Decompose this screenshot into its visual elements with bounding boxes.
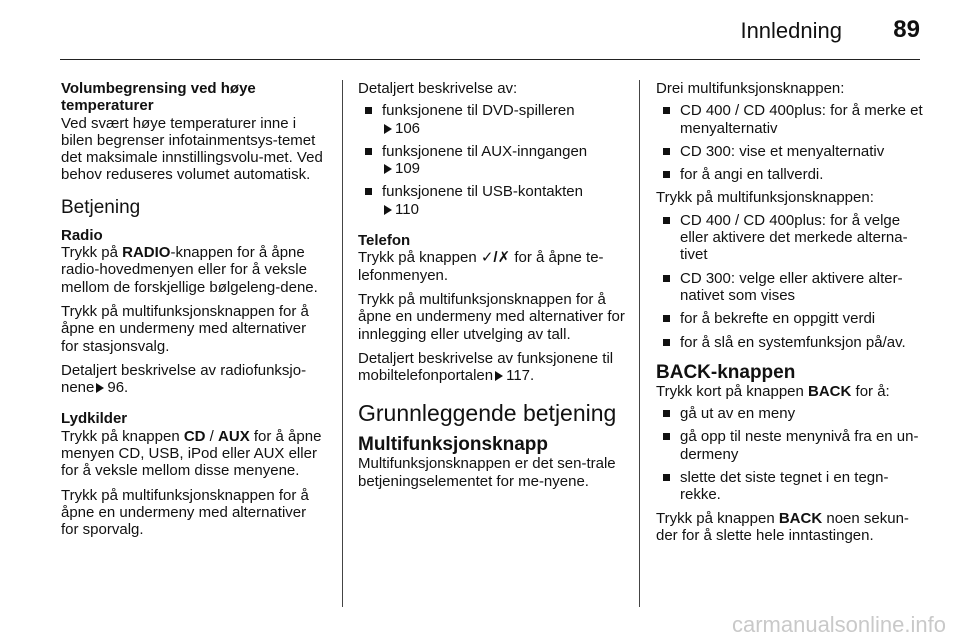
text: Trykk på [61,244,123,262]
list-item-text: CD 300: velge eller aktivere alter-nativet som vises [680,269,903,304]
text: Trykk på knappen [358,249,481,267]
text: for å åpne menyen CD, USB, iPod eller AUX eller for å veksle mellom disse menyene. [61,427,322,480]
list-item-text: CD 300: vise et menyalternativ [680,142,885,160]
page-ref: 110 [395,200,419,218]
column-3 [656,80,926,551]
volume-limit-heading: Volumbegrensing ved høye temperaturer [61,80,256,115]
bullet-icon [663,339,670,346]
watermark: carmanualsonline.info [731,612,946,637]
text: for å åpne te-lefonmenyen. [358,249,604,284]
details-list [358,102,626,218]
bullet-icon [663,107,670,114]
header-rule [60,59,920,60]
column-2 [358,80,626,497]
list-item-text: funksjonene til USB-kontakten [382,183,583,201]
audio-sources-paragraph [61,428,326,480]
bullet-icon [365,107,372,114]
bullet-icon [663,410,670,417]
bullet-icon [663,474,670,481]
list-item [365,143,626,178]
list-item [663,334,926,351]
list-item [663,469,926,504]
list-item-text: gå opp til neste menynivå fra en un-dermeny [680,428,919,463]
rotate-list [656,102,926,183]
back-key: BACK [778,509,823,527]
list-item-text: funksjonene til AUX-inngangen [382,142,588,160]
bullet-icon [663,433,670,440]
page-ref: 117. [506,367,535,385]
text: Detaljert beskrivelse av radiofunksjo-nene [61,361,307,397]
list-item-text: for å angi en tallverdi. [680,166,824,184]
list-item [663,405,926,422]
column-divider [639,80,640,607]
page-ref-arrow-icon [96,383,104,393]
bullet-icon [365,148,372,155]
multifunction-knob-text: Multifunksjonsknappen er det sen-trale betjeningselementet for me-nyene. [358,455,616,490]
back-button-heading: BACK-knappen [656,361,796,383]
page-ref: 106 [395,119,421,137]
text: Trykk på knappen [61,427,184,445]
text: / [205,427,219,445]
page-ref-arrow-icon [384,205,392,215]
column-1 [61,80,326,546]
page-ref-arrow-icon [384,164,392,174]
bullet-icon [663,275,670,282]
list-item [663,212,926,264]
basic-operation-heading: Grunnleggende betjening [358,400,617,427]
list-item-text: funksjonene til DVD-spilleren [382,102,575,120]
cd-key: CD [183,427,206,445]
audio-sources-heading: Lydkilder [61,410,128,428]
bullet-icon [663,217,670,224]
radio-paragraph [61,362,326,397]
list-item-text: gå ut av en meny [680,405,796,423]
text: Trykk på knappen [656,509,779,527]
details-intro: Detaljert beskrivelse av: [358,80,518,97]
phone-paragraph: Trykk på multifunksjonsknappen for å åpne en undermeny med alternativer for innlegging eller utvelging av tall. [358,290,625,343]
list-item-text: for å slå en systemfunksjon på/av. [680,333,906,351]
list-item [365,102,626,137]
bullet-icon [365,188,372,195]
radio-key: RADIO [122,244,171,262]
bullet-icon [663,148,670,155]
section-title: Innledning [740,18,842,43]
text: -knappen for å åpne radio-hovedmenyen eller for å veksle mellom de forskjellige bølgeleng-dene. [61,244,318,296]
page-header [0,0,960,62]
operation-heading: Betjening [61,196,141,218]
page-ref-arrow-icon [384,124,392,134]
list-item-text: slette det siste tegnet i en tegn-rekke. [680,469,889,504]
text: Trykk kort på knappen [656,382,809,400]
list-item [663,102,926,137]
list-item [663,270,926,305]
radio-paragraph [61,244,326,296]
phone-paragraph [358,249,626,284]
aux-key: AUX [218,427,250,445]
back-list [656,405,926,503]
radio-paragraph: Trykk på multifunksjonsknappen for å åpne en undermeny med alternativer for stasjonsvalg. [61,302,309,355]
rotate-intro: Drei multifunksjonsknappen: [656,80,845,97]
page-ref: 109 [395,160,421,178]
list-item [663,310,926,327]
phone-heading: Telefon [358,232,411,250]
back-paragraph [656,510,926,545]
list-item [663,143,926,160]
multifunction-knob-heading: Multifunksjonsknapp [358,434,548,456]
back-key: BACK [808,382,852,400]
page-ref-arrow-icon [495,371,503,381]
text: for å: [851,382,890,400]
list-item-text: CD 400 / CD 400plus: for å merke et menyalternativ [680,102,923,137]
page-number: 89 [893,16,920,43]
text: Detaljert beskrivelse av funksjonene til mobiltelefonportalen [358,349,614,385]
list-item [663,166,926,183]
press-list [656,212,926,351]
radio-heading: Radio [61,226,103,244]
audio-sources-paragraph: Trykk på multifunksjonsknappen for å åpne en undermeny med alternativer for sporvalg. [61,486,309,539]
back-intro [656,383,926,400]
bullet-icon [663,315,670,322]
volume-limit-text: Ved svært høye temperaturer inne i bilen begrenser infotainmentsys-temet det maksimale innstillingsvolu-met. Ved behov reduseres volumet automatisk. [61,114,323,184]
list-item [663,428,926,463]
phone-paragraph [358,350,626,385]
bullet-icon [663,171,670,178]
press-intro: Trykk på multifunksjonsknappen: [656,189,874,207]
text: noen sekun-der for å slette hele inntastingen. [656,509,909,544]
phone-key-icon: ✓/✗ [480,249,511,267]
list-item-text: CD 400 / CD 400plus: for å velge eller aktivere det merkede alterna-tivet [680,211,908,264]
column-divider [342,80,343,607]
list-item-text: for å bekrefte en oppgitt verdi [680,310,876,328]
page-ref: 96. [107,379,129,397]
list-item [365,183,626,218]
